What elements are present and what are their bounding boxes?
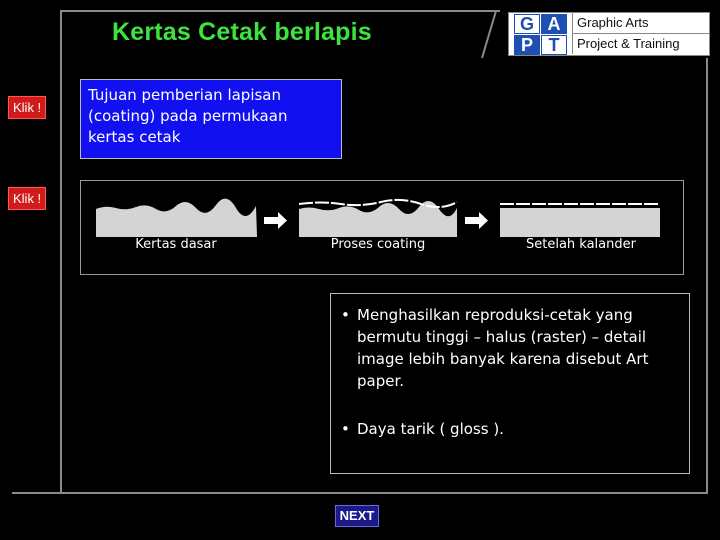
- logo-letter-a: A: [541, 14, 567, 34]
- stage-label-1: Kertas dasar: [135, 237, 217, 252]
- bullet-item-2: • Daya tarik ( gloss ).: [339, 418, 681, 440]
- page-title: Kertas Cetak berlapis: [112, 18, 372, 46]
- info-line-2: (coating) pada permukaan: [88, 107, 288, 125]
- info-box: [80, 79, 342, 159]
- paper-base-stage-1: [96, 199, 257, 237]
- stage-label-2: Proses coating: [330, 237, 426, 252]
- arrow-icon-2: [465, 212, 488, 229]
- coating-diagram: [80, 180, 684, 275]
- stage-label-3: Setelah kalander: [526, 237, 636, 252]
- bullet-item-1: • Menghasilkan reproduksi-cetak yang bermutu tinggi – halus (raster) – detail image lebih banyak karena disebut Art paper.: [339, 304, 681, 392]
- bullet-box: [330, 293, 690, 474]
- logo-letter-p: P: [514, 35, 540, 55]
- logo-line-2: Project & Training: [572, 34, 709, 54]
- info-line-1: Tujuan pemberian lapisan: [88, 86, 282, 104]
- logo-letter-g: G: [514, 14, 540, 34]
- paper-base-stage-3: [500, 208, 660, 237]
- arrow-icon-1: [264, 212, 287, 229]
- logo-letter-t: T: [541, 35, 567, 55]
- next-button[interactable]: NEXT: [335, 505, 379, 527]
- logo-line-1: Graphic Arts: [572, 13, 709, 34]
- klik-button-1[interactable]: Klik !: [8, 96, 46, 119]
- logo: [508, 12, 710, 56]
- info-line-3: kertas cetak: [88, 128, 181, 146]
- klik-button-2[interactable]: Klik !: [8, 187, 46, 210]
- diagram-graphics: [81, 181, 685, 276]
- left-frame-line: [60, 58, 62, 494]
